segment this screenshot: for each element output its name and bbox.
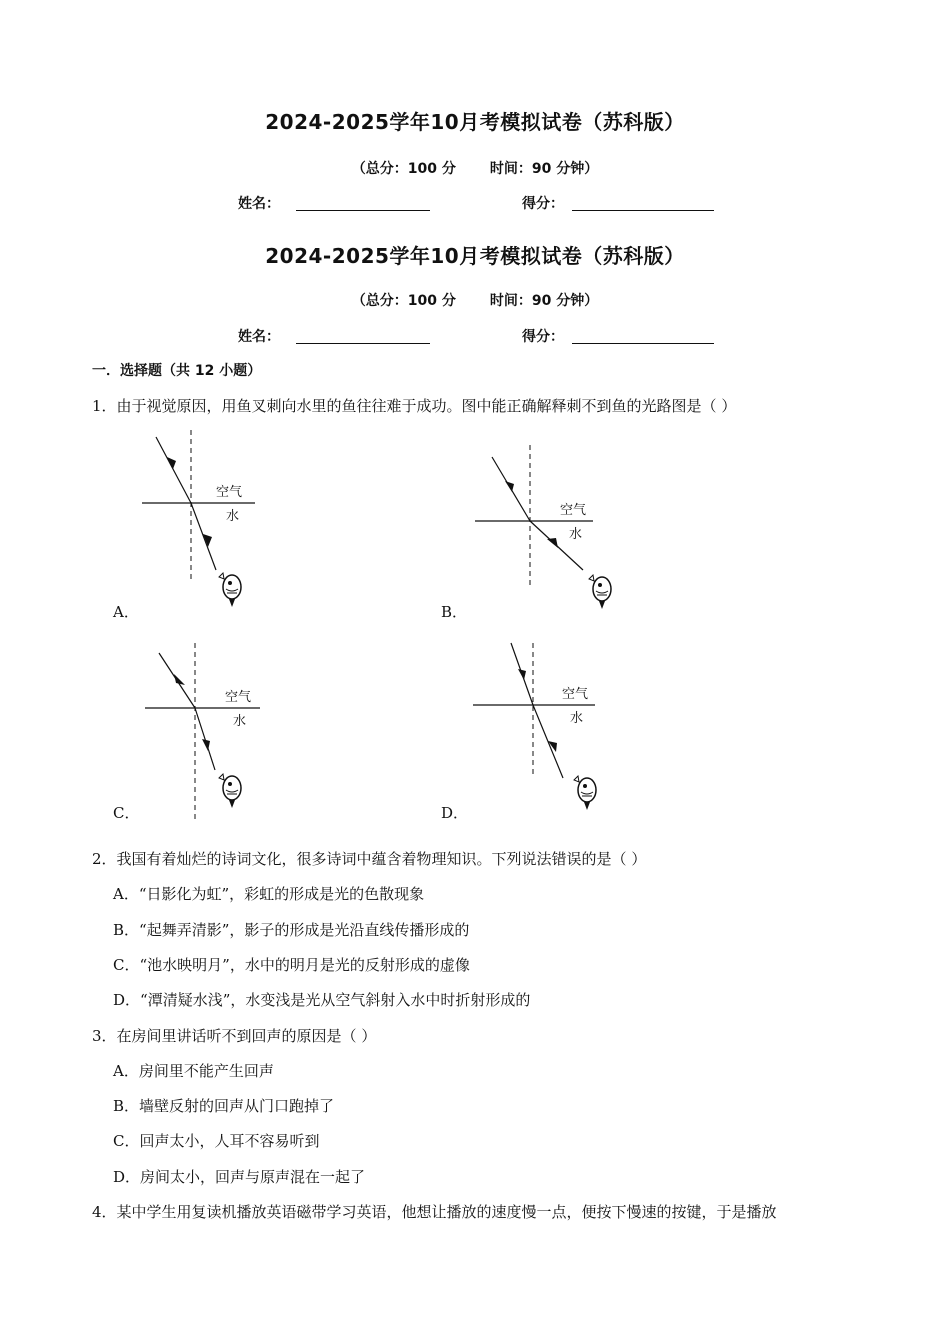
name-label: 姓名： [238,196,280,212]
section-heading: 一．选择题（共 12 小题） [92,363,262,379]
option-a-diagram [130,425,280,615]
arrow-icon [548,741,557,752]
time-limit-text: 时间：90 分钟） [489,161,599,177]
question-2-stem: 2．我国有着灿烂的诗词文化，很多诗词中蕴含着物理知识。下列说法错误的是（ ） [92,850,647,868]
option-b-label: B． [441,603,468,621]
arrow-icon [547,538,558,548]
air-label: 空气 [216,485,243,500]
question-4-stem: 4．某中学生用复读机播放英语磁带学习英语，他想让播放的速度慢一点，便按下慢速的按键，于是播放 [92,1203,777,1221]
arrow-icon [518,669,526,680]
score-blank [572,343,714,344]
question-2-option-d: D．“潭清疑水浅”，水变浅是光从空气斜射入水中时折射形成的 [113,991,531,1009]
name-blank [296,343,430,344]
question-3-option-a: A．房间里不能产生回声 [113,1062,274,1080]
arrow-icon [174,674,185,685]
incident-ray [195,708,215,770]
question-3-option-c: C．回声太小，人耳不容易听到 [113,1132,320,1150]
option-b-diagram [465,440,615,620]
fish-icon [219,573,241,607]
fish-icon [219,774,241,808]
water-label: 水 [569,527,583,542]
option-c-label: C． [113,804,140,822]
exam-meta [0,290,950,310]
question-3-option-d: D．房间太小，回声与原声混在一起了 [113,1168,366,1186]
fish-icon [589,575,611,609]
exam-meta [0,158,950,178]
fish-icon [574,776,596,810]
air-label: 空气 [560,503,587,518]
arrow-icon [505,481,514,492]
exam-title: 2024-2025学年10月考模拟试卷（苏科版） [265,244,685,268]
name-label: 姓名： [238,329,280,345]
incident-ray [156,437,191,503]
question-2-option-b: B．“起舞弄清影”，影子的形成是光沿直线传播形成的 [113,921,470,939]
option-c-diagram [135,638,285,818]
option-d-diagram [465,638,615,818]
option-d-label: D． [441,804,469,822]
total-score-text: （总分：100 分 [351,161,456,177]
water-label: 水 [570,711,584,726]
score-label: 得分： [522,196,564,212]
air-label: 空气 [562,687,589,702]
question-3-option-b: B．墙壁反射的回声从门口跑掉了 [113,1097,335,1115]
question-1-stem: 1．由于视觉原因，用鱼叉刺向水里的鱼往往难于成功。图中能正确解释刺不到鱼的光路图是（ ） [92,397,737,415]
total-score-text: （总分：100 分 [351,293,456,309]
question-2-option-a: A．“日影化为虹”，彩虹的形成是光的色散现象 [113,885,425,903]
refracted-ray [191,503,216,570]
score-label: 得分： [522,329,564,345]
question-2-option-c: C．“池水映明月”，水中的明月是光的反射形成的虚像 [113,956,470,974]
score-blank [572,210,714,211]
incident-ray [533,705,563,778]
question-3-stem: 3．在房间里讲话听不到回声的原因是（ ） [92,1027,377,1045]
water-label: 水 [233,714,247,729]
air-label: 空气 [225,690,252,705]
option-a-label: A． [113,603,139,621]
arrow-icon [203,534,212,547]
name-blank [296,210,430,211]
exam-title: 2024-2025学年10月考模拟试卷（苏科版） [265,110,685,134]
time-limit-text: 时间：90 分钟） [489,293,599,309]
water-label: 水 [226,509,240,524]
